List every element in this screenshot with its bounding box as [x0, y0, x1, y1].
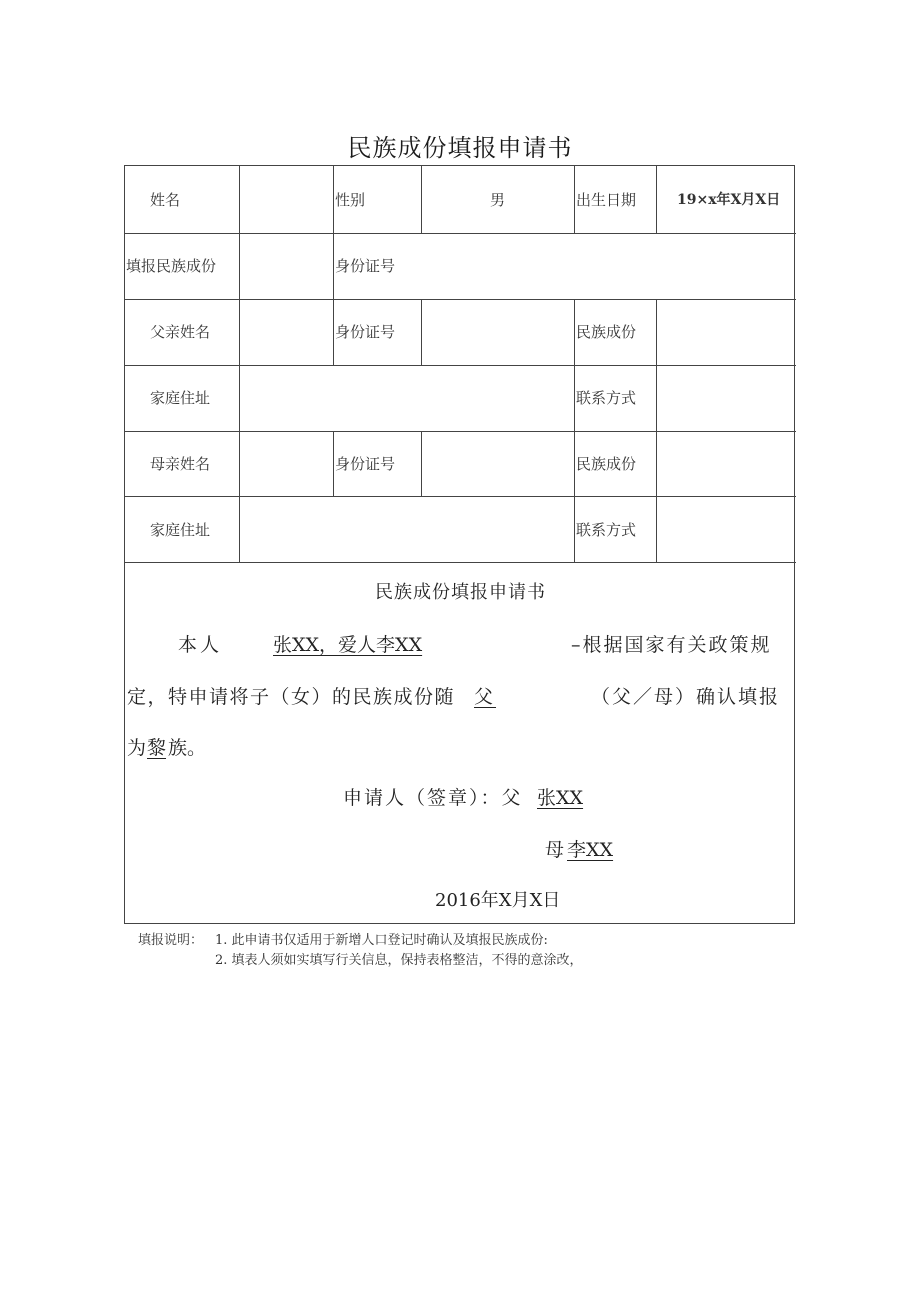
birth-date-label: 出生日期: [576, 191, 637, 209]
column-divider: [333, 166, 334, 365]
mother-ethnicity-label: 民族成份: [576, 455, 637, 473]
mother-name-label: 母亲姓名: [150, 455, 211, 473]
mother-id-label: 身份证号: [335, 455, 396, 473]
column-divider: [421, 166, 422, 233]
notes-label: 填报说明：: [138, 933, 204, 948]
follow-parent-choice: 父: [474, 686, 497, 708]
column-divider: [574, 299, 575, 562]
row-divider: [125, 299, 796, 300]
row-divider: [125, 233, 796, 234]
row-divider: [125, 431, 796, 432]
mother-address-label: 家庭住址: [150, 521, 211, 539]
column-divider: [656, 166, 657, 233]
father-name-label: 父亲姓名: [150, 323, 211, 341]
id-number-label: 身份证号: [335, 257, 396, 275]
ethnicity-label: 填报民族成份: [126, 257, 217, 275]
ethnicity-value: 黎: [147, 737, 167, 759]
birth-date-field[interactable]: 19×x年X月X日: [677, 192, 781, 208]
father-contact-label: 联系方式: [576, 389, 637, 407]
row-divider: [125, 365, 796, 366]
father-signature: 张XX: [537, 787, 584, 809]
signer-label: 申请人（签章）：父: [343, 787, 523, 809]
letter-line-3-prefix: 为: [127, 737, 147, 759]
application-date: 2016年X月X日: [435, 890, 561, 911]
mother-contact-label: 联系方式: [576, 521, 637, 539]
father-id-label: 身份证号: [335, 323, 396, 341]
column-divider: [239, 166, 240, 562]
father-ethnicity-label: 民族成份: [576, 323, 637, 341]
mother-signature: 李XX: [567, 839, 614, 861]
applicant-names: 张XX，爱人李XX: [273, 634, 423, 656]
letter-line-2-suffix: （父／母）确认填报: [591, 686, 781, 708]
name-label: 姓名: [150, 191, 181, 209]
mother-signer-label: 母: [545, 839, 565, 861]
letter-title: 民族成份填报申请书: [375, 582, 546, 603]
letter-line-1-suffix: –根据国家有关政策规: [571, 634, 772, 656]
gender-label: 性别: [335, 191, 366, 209]
row-divider: [125, 562, 796, 563]
letter-line-1-prefix: 本人: [178, 634, 223, 656]
column-divider: [656, 299, 657, 562]
page-title: 民族成份填报申请书: [347, 134, 573, 162]
letter-line-3-suffix: 族。: [168, 737, 207, 759]
column-divider: [421, 431, 422, 497]
column-divider: [421, 299, 422, 365]
row-divider: [125, 496, 796, 497]
gender-field[interactable]: 男: [490, 191, 506, 209]
letter-line-2-prefix: 定，特申请将子（女）的民族成份随: [127, 686, 456, 708]
note-item-2: 2. 填表人须如实填写行关信息，保持表格整洁，不得的意涂改，: [215, 953, 583, 968]
father-address-label: 家庭住址: [150, 389, 211, 407]
column-divider: [574, 166, 575, 233]
column-divider: [333, 431, 334, 497]
application-form: [124, 165, 795, 924]
note-item-1: 1. 此申请书仅适用于新增人口登记时确认及填报民族成份:: [215, 933, 548, 948]
